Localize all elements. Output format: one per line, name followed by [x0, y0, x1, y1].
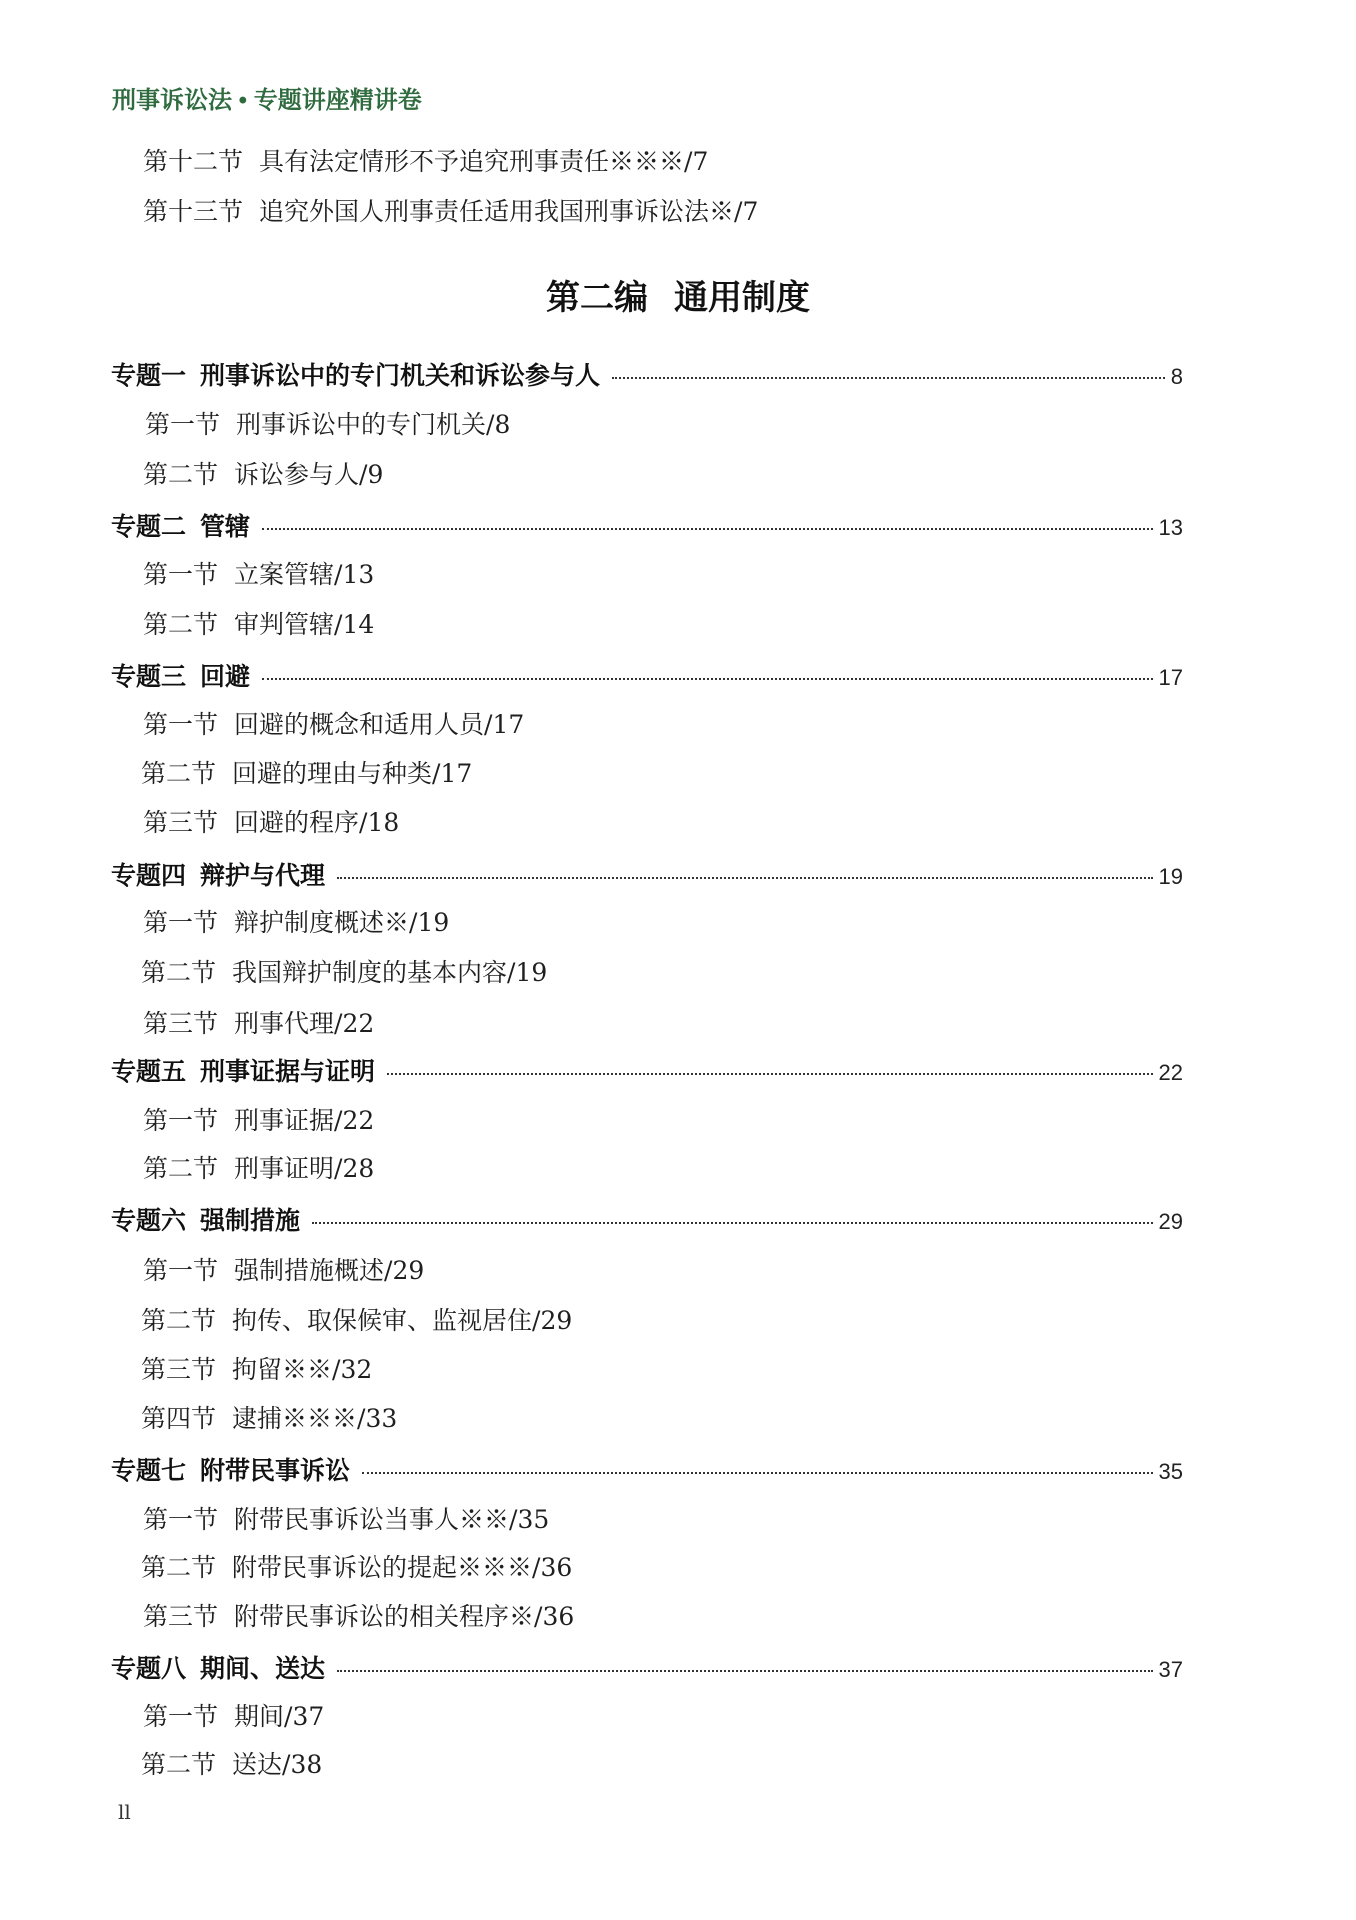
section-name: 拘留※※/32	[232, 1355, 373, 1384]
topic-label: 专题五	[111, 1057, 187, 1086]
section-label: 第三节	[143, 1009, 219, 1038]
section-name: 具有法定情形不予追究刑事责任※※※/7	[259, 147, 709, 176]
toc-topic[interactable]	[111, 1201, 1183, 1235]
section-label: 第二节	[141, 1750, 217, 1779]
topic-title: 辩护与代理	[200, 861, 326, 890]
topic-page: 13	[1158, 515, 1183, 540]
running-head: 刑事诉讼法 • 专题讲座精讲卷	[112, 87, 422, 114]
part-title	[0, 270, 1356, 319]
section-name: 我国辩护制度的基本内容/19	[232, 958, 548, 987]
topic-page: 37	[1158, 1657, 1183, 1682]
section-label: 第一节	[143, 560, 219, 589]
section-label: 第十三节	[143, 197, 244, 226]
dot-leader	[262, 678, 1152, 680]
toc-section[interactable]	[143, 705, 524, 741]
section-label: 第二节	[143, 460, 219, 489]
section-label: 第二节	[141, 1553, 217, 1582]
toc-section[interactable]	[143, 1149, 374, 1185]
topic-label: 专题七	[111, 1456, 187, 1485]
section-name: 送达/38	[232, 1750, 323, 1779]
section-name: 附带民事诉讼当事人※※/35	[234, 1505, 550, 1534]
topic-page: 35	[1158, 1459, 1183, 1484]
toc-section[interactable]	[143, 455, 383, 491]
topic-title: 附带民事诉讼	[200, 1456, 351, 1485]
section-label: 第二节	[141, 1306, 217, 1335]
toc-topic[interactable]	[111, 1451, 1183, 1485]
section-label: 第二节	[143, 1154, 219, 1183]
section-name: 立案管辖/13	[234, 560, 375, 589]
dot-leader	[312, 1222, 1152, 1224]
toc-section[interactable]	[143, 605, 374, 641]
topic-page: 17	[1158, 665, 1183, 690]
toc-section[interactable]	[141, 754, 472, 790]
toc-section[interactable]	[143, 1500, 549, 1536]
section-name: 诉讼参与人/9	[234, 460, 384, 489]
topic-label: 专题八	[111, 1654, 187, 1683]
toc-section[interactable]	[143, 142, 708, 178]
toc-topic[interactable]	[111, 1052, 1183, 1086]
section-name: 辩护制度概述※/19	[234, 908, 450, 937]
topic-title: 刑事证据与证明	[200, 1057, 376, 1086]
section-label: 第四节	[141, 1404, 217, 1433]
topic-label: 专题六	[111, 1206, 187, 1235]
dot-leader	[362, 1472, 1152, 1474]
section-label: 第一节	[143, 1702, 219, 1731]
toc-topic[interactable]	[111, 507, 1183, 541]
section-label: 第一节	[143, 1505, 219, 1534]
part-label: 第二编	[546, 278, 648, 318]
section-label: 第一节	[143, 1106, 219, 1135]
topic-page: 19	[1158, 864, 1183, 889]
toc-topic[interactable]	[111, 657, 1183, 691]
topic-title: 期间、送达	[200, 1654, 326, 1683]
toc-section[interactable]	[143, 192, 758, 228]
topic-page: 8	[1170, 364, 1183, 389]
dot-leader	[262, 528, 1152, 530]
toc-section[interactable]	[145, 405, 510, 441]
toc-section[interactable]	[141, 1548, 572, 1584]
section-name: 刑事诉讼中的专门机关/8	[236, 410, 511, 439]
topic-label: 专题三	[111, 662, 187, 691]
topic-label: 专题四	[111, 861, 187, 890]
topic-title: 回避	[200, 662, 251, 691]
section-label: 第三节	[143, 1602, 219, 1631]
dot-leader	[337, 1670, 1152, 1672]
toc-section[interactable]	[143, 555, 374, 591]
toc-section[interactable]	[143, 1004, 374, 1040]
toc-section[interactable]	[143, 903, 449, 939]
section-name: 回避的理由与种类/17	[232, 759, 473, 788]
toc-section[interactable]	[143, 803, 399, 839]
section-name: 强制措施概述/29	[234, 1256, 425, 1285]
toc-section[interactable]	[143, 1101, 374, 1137]
dot-leader	[387, 1073, 1152, 1075]
toc-section[interactable]	[141, 1301, 572, 1337]
section-label: 第一节	[143, 1256, 219, 1285]
dot-leader	[612, 377, 1165, 379]
section-label: 第二节	[141, 958, 217, 987]
page-number: ll	[118, 1800, 131, 1824]
section-label: 第三节	[143, 808, 219, 837]
section-name: 附带民事诉讼的提起※※※/36	[232, 1553, 573, 1582]
section-name: 逮捕※※※/33	[232, 1404, 398, 1433]
toc-section[interactable]	[141, 1399, 397, 1435]
toc-topic[interactable]	[111, 356, 1183, 390]
section-name: 追究外国人刑事责任适用我国刑事诉讼法※/7	[259, 197, 759, 226]
topic-label: 专题一	[111, 361, 187, 390]
section-name: 刑事证据/22	[234, 1106, 375, 1135]
section-label: 第二节	[141, 759, 217, 788]
section-name: 刑事代理/22	[234, 1009, 375, 1038]
toc-section[interactable]	[143, 1697, 324, 1733]
topic-label: 专题二	[111, 512, 187, 541]
section-name: 拘传、取保候审、监视居住/29	[232, 1306, 573, 1335]
toc-topic[interactable]	[111, 1649, 1183, 1683]
dot-leader	[337, 877, 1152, 879]
topic-page: 29	[1158, 1209, 1183, 1234]
toc-section[interactable]	[143, 1251, 424, 1287]
section-name: 期间/37	[234, 1702, 325, 1731]
toc-topic[interactable]	[111, 856, 1183, 890]
toc-section[interactable]	[141, 953, 547, 989]
section-label: 第十二节	[143, 147, 244, 176]
section-label: 第一节	[143, 710, 219, 739]
toc-section[interactable]	[141, 1350, 372, 1386]
section-name: 附带民事诉讼的相关程序※/36	[234, 1602, 575, 1631]
topic-title: 刑事诉讼中的专门机关和诉讼参与人	[200, 361, 601, 390]
topic-page: 22	[1158, 1060, 1183, 1085]
toc-section[interactable]	[141, 1745, 322, 1781]
section-name: 回避的程序/18	[234, 808, 400, 837]
topic-title: 强制措施	[200, 1206, 301, 1235]
section-label: 第一节	[143, 908, 219, 937]
section-label: 第一节	[145, 410, 221, 439]
section-label: 第三节	[141, 1355, 217, 1384]
part-name: 通用制度	[674, 278, 810, 318]
section-name: 审判管辖/14	[234, 610, 375, 639]
section-name: 刑事证明/28	[234, 1154, 375, 1183]
toc-section[interactable]	[143, 1597, 574, 1633]
section-label: 第二节	[143, 610, 219, 639]
section-name: 回避的概念和适用人员/17	[234, 710, 525, 739]
topic-title: 管辖	[200, 512, 251, 541]
